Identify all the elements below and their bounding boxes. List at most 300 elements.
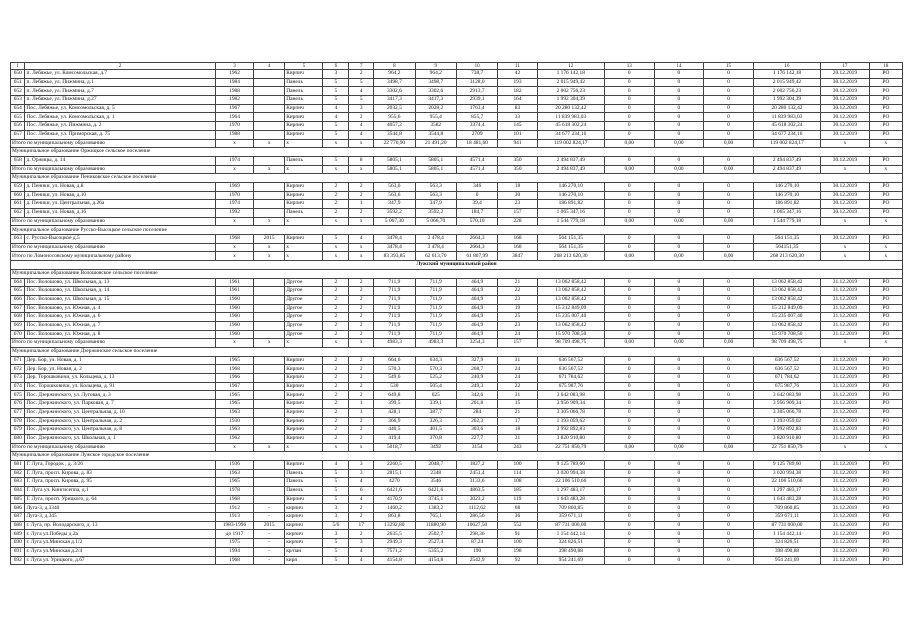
table-row [11,408,903,417]
deadline-date-cell: 30.12.2019 [821,113,870,122]
repair-method-cell: РО [869,182,902,191]
table-row [11,547,903,556]
year-built-cell: 1968 [215,235,253,244]
residents-cell: 31 [498,434,537,443]
row-number-cell: 651 [11,78,25,87]
fund-owners-cell: 87 731 000,00 [753,521,820,530]
residents-cell: 164 [498,96,537,105]
cost-total-cell: 2 494 837,49 [537,156,604,165]
cost-total-cell: 11 839 983,03 [537,113,604,122]
year-built-cell: 1961 [215,287,253,296]
fund-regional-cell: 0,00 [654,443,704,452]
fund-regional-cell: 0 [654,130,704,139]
table-row [11,521,903,530]
residential-area-cell: 464,9 [456,321,497,330]
year-renovated-cell [254,391,285,400]
residential-area-cell: 87,24 [456,539,497,548]
row-number-cell: 662 [11,209,25,218]
year-renovated-cell: - [254,539,285,548]
floors-cell: 4 [323,104,349,113]
wall-material-cell: кр/пан [285,547,323,556]
fund-owners-cell: 119 002 824,17 [753,139,820,148]
total-area-cell: 711,9 [374,313,415,322]
fund-owners-cell: 3 992 892,83 [753,426,820,435]
repair-method-cell: РО [869,304,902,313]
repair-method-cell: РО [869,391,902,400]
year-renovated-cell [254,460,285,469]
fund-federal-cell: 0 [604,235,654,244]
wall-material-cell: Панель [285,96,323,105]
wall-material-cell: Панель [285,478,323,487]
repair-method-cell: РО [869,278,902,287]
table-row [11,434,903,443]
year-built-cell: 1965 [215,478,253,487]
cost-total-cell: 3 820 910,80 [537,434,604,443]
entrances-cell: 3 [349,469,374,478]
residential-area-cell: 570,10 [456,217,497,226]
column-number: 16 [753,63,820,70]
fund-local-cell: 0 [704,478,754,487]
fund-regional-cell: 0 [654,104,704,113]
year-renovated-cell [254,130,285,139]
year-renovated-cell [254,321,285,330]
total-area-cell: 2949,3 [374,539,415,548]
repair-method-cell: РО [869,96,902,105]
cost-total-cell: 3 305 066,78 [537,408,604,417]
fund-federal-cell: 0 [604,70,654,79]
address-cell: Г. Луга, Городок , д. 3/26 [25,460,215,469]
total-area-cell: 711,9 [374,287,415,296]
repair-method-cell: РО [869,400,902,409]
fund-regional-cell: 0 [654,182,704,191]
year-built-cell: х [215,252,253,261]
fund-regional-cell: 0 [654,235,704,244]
living-area-cell: 505,4 [415,382,456,391]
deadline-date-cell: 31.12.2019 [821,304,870,313]
row-number-cell: 675 [11,391,25,400]
table-body [11,63,903,565]
row-number-cell: 682 [11,469,25,478]
repair-method-cell: РО [869,200,902,209]
total-area-cell: 3498,7 [374,78,415,87]
fund-federal-cell: 0 [604,304,654,313]
wall-material-cell: кирпич [285,521,323,530]
fund-federal-cell: 0 [604,469,654,478]
floors-cell: 2 [323,209,349,218]
fund-regional-cell: 0 [654,391,704,400]
fund-local-cell: 0,00 [704,339,754,348]
fund-regional-cell: 0 [654,469,704,478]
fund-federal-cell: 0 [604,530,654,539]
wall-material-cell: Другое [285,287,323,296]
repair-method-cell: х [869,165,902,174]
entrances-cell: х [349,339,374,348]
wall-material-cell: Другое [285,321,323,330]
fund-owners-cell: 1 992 304,39 [753,96,820,105]
floors-cell: 5 [323,87,349,96]
entrances-cell: 2 [349,426,374,435]
table-row [11,182,903,191]
fund-regional-cell: 0 [654,521,704,530]
residential-area-cell: 39,4 [456,200,497,209]
floors-cell: 2 [323,365,349,374]
fund-owners-cell: 268 213 620,30 [753,252,820,261]
cost-total-cell: 1 176 142,18 [537,70,604,79]
row-number-cell: 685 [11,495,25,504]
cost-total-cell: 1 544 779,18 [537,217,604,226]
municipality-title: Муниципальное образование Русско-Высоцкое сельское поселение [11,226,903,235]
address-cell: Пос. Волошово, ул. Южная, д. 4 [25,304,215,313]
residential-area-cell: 298,36 [456,530,497,539]
floors-cell: 5 [323,495,349,504]
district-header-row [11,261,903,270]
entrances-cell: х [349,139,374,148]
residents-cell: 83 [498,104,537,113]
fund-local-cell: 0 [704,156,754,165]
residents-cell: 21 [498,408,537,417]
total-area-cell: 3417,3 [374,96,415,105]
entrances-cell: 2 [349,391,374,400]
residential-area-cell: 240,9 [456,374,497,383]
year-renovated-cell [254,96,285,105]
floors-cell: 5 [323,556,349,565]
entrances-cell: 2 [349,295,374,304]
table-row [11,235,903,244]
repair-method-cell: РО [869,235,902,244]
total-area-cell: 366,9 [374,417,415,426]
living-area-cell: 6421,6 [415,487,456,496]
fund-federal-cell: 0 [604,408,654,417]
fund-local-cell: 0 [704,182,754,191]
fund-local-cell: 0 [704,556,754,565]
total-area-cell: 863,8 [374,513,415,522]
floors-cell: 5 [323,487,349,496]
total-area-cell: 428,1 [374,408,415,417]
subtotal-row [11,243,903,252]
address-cell: Итого по Ломоносовскому муниципальному району [11,252,216,261]
residential-area-cell: 1763,4 [456,104,497,113]
year-renovated-cell [254,374,285,383]
fund-owners-cell: 564151,35 [753,243,820,252]
fund-federal-cell: 0 [604,191,654,200]
fund-local-cell: 0 [704,70,754,79]
floors-cell: 2 [323,287,349,296]
living-area-cell: 5355,2 [415,547,456,556]
fund-owners-cell: 709 860,85 [753,504,820,513]
deadline-date-cell: 30.12.2019 [821,122,870,131]
cost-total-cell: 13 062 858,42 [537,287,604,296]
repair-method-cell: РО [869,70,902,79]
fund-owners-cell: 3 305 066,78 [753,408,820,417]
column-number-row [11,63,903,70]
table-row [11,460,903,469]
entrances-cell: 4 [349,495,374,504]
row-number-cell: 671 [11,356,25,365]
repair-method-cell: х [869,443,902,452]
column-number: 5 [285,63,323,70]
fund-local-cell: 0 [704,504,754,513]
fund-owners-cell: 186 891,82 [753,200,820,209]
fund-owners-cell: 20 280 132,42 [753,104,820,113]
fund-owners-cell: 13 062 858,42 [753,287,820,296]
wall-material-cell: Кирпич [285,70,323,79]
living-area-cell: 525,2 [415,374,456,383]
residents-cell: 22 [498,382,537,391]
living-area-cell: 370,8 [415,434,456,443]
column-number: 4 [254,63,285,70]
wall-material-cell: Кирпич [285,122,323,131]
fund-local-cell: 0 [704,487,754,496]
fund-owners-cell: 3 020 994,38 [753,469,820,478]
residential-area-cell: 4863,5 [456,487,497,496]
table-row [11,356,903,365]
residents-cell: 100 [498,539,537,548]
repair-method-cell: РО [869,469,902,478]
repair-method-cell: х [869,252,902,261]
year-renovated-cell: х [254,139,285,148]
row-number-cell: 655 [11,113,25,122]
fund-regional-cell: 0 [654,113,704,122]
wall-material-cell: х [285,165,323,174]
floors-cell: 3 [323,70,349,79]
deadline-date-cell: 31.12.2019 [821,400,870,409]
fund-federal-cell: 0 [604,209,654,218]
cost-total-cell: 119 002 824,17 [537,139,604,148]
residents-cell: 68 [498,504,537,513]
fund-federal-cell: 0 [604,504,654,513]
entrances-cell: 6 [349,487,374,496]
residential-area-cell: 2664,3 [456,235,497,244]
row-number-cell: 652 [11,87,25,96]
floors-cell: 5 [323,96,349,105]
fund-owners-cell: 15 212 849,09 [753,304,820,313]
year-renovated-cell: х [254,339,285,348]
deadline-date-cell: 30.12.2019 [821,87,870,96]
municipality-header-row [11,148,903,157]
residents-cell: 19 [498,304,537,313]
residential-area-cell: 3023,2 [456,495,497,504]
row-number-cell: 650 [11,70,25,79]
cost-total-cell: 13 062 858,42 [537,295,604,304]
fund-owners-cell: 1 065 347,16 [753,209,820,218]
cost-total-cell: 671 784,62 [537,374,604,383]
deadline-date-cell: 31.12.2019 [821,408,870,417]
cost-total-cell: 324 826,51 [537,539,604,548]
year-built-cell: 1969 [215,182,253,191]
entrances-cell: 2 [349,321,374,330]
year-built-cell: 1970 [215,191,253,200]
table-row [11,556,903,565]
floors-cell: 5 [323,122,349,131]
residents-cell: 198 [498,547,537,556]
fund-local-cell: 0 [704,122,754,131]
living-area-cell: 3592,2 [415,209,456,218]
cost-total-cell: 45 618 302,24 [537,122,604,131]
deadline-date-cell: 31.12.2019 [821,382,870,391]
residential-area-cell: 61 807,99 [456,252,497,261]
year-renovated-cell [254,87,285,96]
row-number-cell: 680 [11,434,25,443]
wall-material-cell: Кирпич [285,400,323,409]
year-renovated-cell [254,382,285,391]
fund-federal-cell: 0,00 [604,217,654,226]
cost-total-cell: 1 643 483,28 [537,495,604,504]
row-number-cell: 667 [11,304,25,313]
year-built-cell: 1962 [215,70,253,79]
fund-owners-cell: 324 826,51 [753,539,820,548]
year-built-cell: 1970 [215,122,253,131]
fund-owners-cell: 3 820 910,80 [753,434,820,443]
address-cell: Пос. Волошово, ул. Южная, д. 8 [25,330,215,339]
year-built-cell: 1960 [215,295,253,304]
table-row [11,478,903,487]
fund-owners-cell: 1 544 779,18 [753,217,820,226]
fund-regional-cell: 0 [654,417,704,426]
repair-method-cell: РО [869,295,902,304]
table-row [11,330,903,339]
fund-federal-cell: 0 [604,374,654,383]
municipality-title: Муниципальное образование Дзержинское сельское поселение [11,348,903,357]
living-area-cell: 3498,7 [415,78,456,87]
address-cell: Пос. Дзержинского, ул. Центральная, д. 10 [25,408,215,417]
row-number-cell: 663 [11,235,25,244]
row-number-cell: 689 [11,530,25,539]
residential-area-cell: 342,6 [456,391,497,400]
row-number-cell: 687 [11,513,25,522]
year-built-cell: 1967 [215,382,253,391]
year-built-cell: 1974 [215,200,253,209]
fund-federal-cell: 0 [604,365,654,374]
address-cell: Пос. Волошово, ул. Школьная, д. 15 [25,295,215,304]
fund-local-cell: 0 [704,130,754,139]
residents-cell: 30 [498,191,537,200]
column-number: 6 [323,63,349,70]
fund-owners-cell: 954 241,69 [753,556,820,565]
fund-regional-cell: 0 [654,495,704,504]
subtotal-row [11,217,903,226]
fund-federal-cell: 0 [604,78,654,87]
total-area-cell: 4270 [374,478,415,487]
row-number-cell: 665 [11,287,25,296]
year-built-cell: 1974 [215,156,253,165]
fund-federal-cell: 0 [604,278,654,287]
fund-local-cell: 0 [704,313,754,322]
fund-local-cell: 0 [704,304,754,313]
fund-federal-cell: 0,00 [604,139,654,148]
fund-owners-cell: 13 062 858,42 [753,295,820,304]
repair-method-cell: РО [869,530,902,539]
fund-federal-cell: 0 [604,547,654,556]
fund-federal-cell: 0,00 [604,443,654,452]
wall-material-cell: Панель [285,87,323,96]
table-row [11,365,903,374]
floors-cell: 5 [323,539,349,548]
cost-total-cell: 564 151,35 [537,235,604,244]
year-built-cell: 1912 [215,504,253,513]
living-area-cell: 339,1 [415,400,456,409]
floors-cell: 2 [323,321,349,330]
residents-cell: 33 [498,113,537,122]
repair-method-cell: РО [869,539,902,548]
row-number-cell: 688 [11,521,25,530]
residents-cell: 350 [498,156,537,165]
year-built-cell: х [215,139,253,148]
living-area-cell: 711,9 [415,295,456,304]
fund-local-cell: 0,00 [704,443,754,452]
residential-area-cell: 3254,3 [456,339,497,348]
table-row [11,469,903,478]
column-number: 13 [604,63,654,70]
fund-regional-cell: 0 [654,356,704,365]
fund-federal-cell: 0 [604,495,654,504]
residential-area-cell: 1112,62 [456,504,497,513]
year-built-cell: 1962 [215,434,253,443]
entrances-cell: 2 [349,113,374,122]
table-row [11,200,903,209]
fund-owners-cell: 13 062 858,42 [753,321,820,330]
total-area-cell: 711,9 [374,278,415,287]
repair-method-cell: РО [869,209,902,218]
table-row [11,400,903,409]
fund-regional-cell: 0 [654,547,704,556]
floors-cell: 3 [323,530,349,539]
table-row [11,539,903,548]
fund-owners-cell: 9 125 789,60 [753,460,820,469]
fund-federal-cell: 0 [604,243,654,252]
living-area-cell: 3 478,4 [415,243,456,252]
wall-material-cell: х [285,339,323,348]
cost-total-cell: 87 731 000,00 [537,521,604,530]
cost-total-cell: 1 154 442,14 [537,530,604,539]
deadline-date-cell: 31.12.2019 [821,478,870,487]
row-number-cell: 677 [11,408,25,417]
fund-owners-cell: 2 002 756,23 [753,87,820,96]
residents-cell: 101 [498,130,537,139]
fund-regional-cell: 0 [654,460,704,469]
residential-area-cell: 262,3 [456,417,497,426]
fund-federal-cell: 0 [604,556,654,565]
living-area-cell: 3492 [415,443,456,452]
year-built-cell: х [215,443,253,452]
entrances-cell: 2 [349,530,374,539]
year-renovated-cell: - [254,504,285,513]
fund-local-cell: 0 [704,113,754,122]
year-built-cell: 1960 [215,304,253,313]
residents-cell: 24 [498,365,537,374]
repair-method-cell: РО [869,156,902,165]
municipality-title: Муниципальное образование Лужское городское поселение [11,452,903,461]
deadline-date-cell: 31.12.2019 [821,426,870,435]
floors-cell: 2 [323,304,349,313]
fund-federal-cell: 0 [604,356,654,365]
floors-cell: 4 [323,113,349,122]
cost-total-cell: 13 062 858,42 [537,278,604,287]
floors-cell: 2 [323,434,349,443]
entrances-cell: 1 [349,400,374,409]
column-number: 2 [25,63,215,70]
wall-material-cell: Кирпич [285,113,323,122]
floors-cell: 5 [323,235,349,244]
residential-area-cell: 3128,0 [456,78,497,87]
fund-local-cell: 0 [704,400,754,409]
address-cell: Г. Луга, просп. Урицкого, д. 64 [25,495,215,504]
cost-total-cell: 3 992 892,83 [537,426,604,435]
address-cell: Пос. Лебяжье, ул. Приморская, д. 75 [25,130,215,139]
fund-regional-cell: 0 [654,156,704,165]
repair-method-cell: РО [869,495,902,504]
housing-register-table [10,62,903,565]
table-row [11,382,903,391]
